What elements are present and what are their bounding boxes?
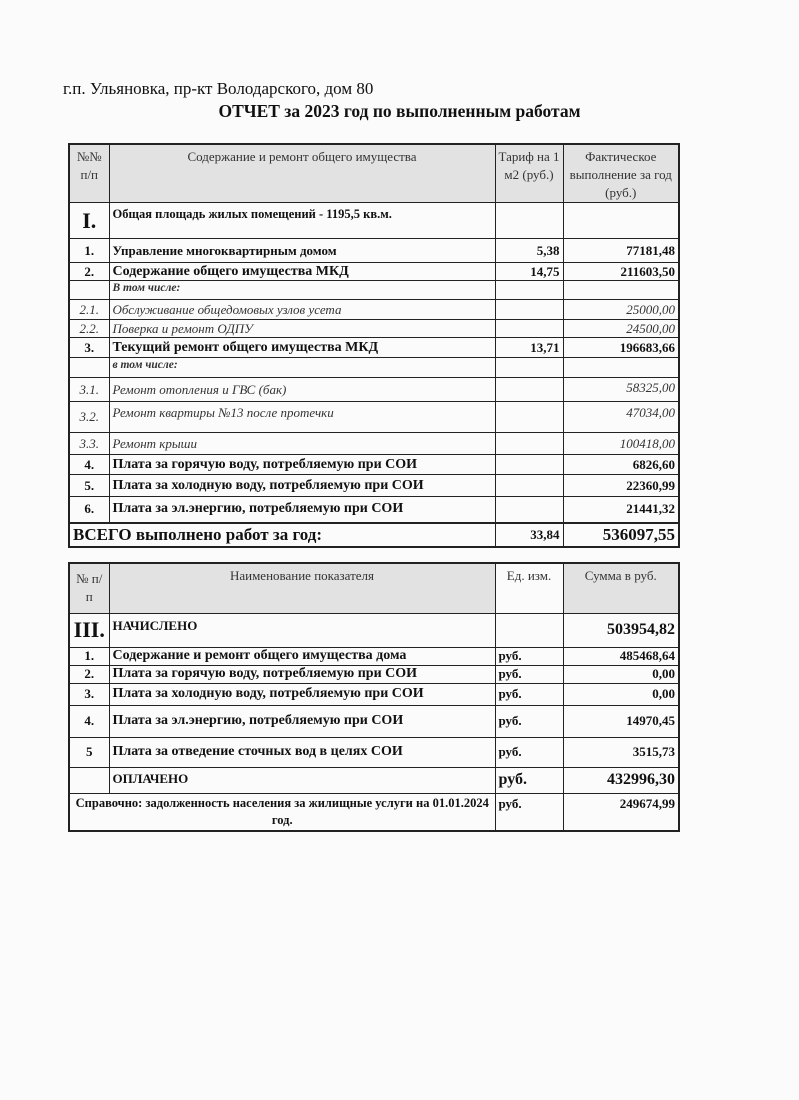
table-row — [69, 263, 679, 281]
paid-label: ОПЛАЧЕНО — [109, 767, 495, 793]
total-label: ВСЕГО выполнено работ за год: — [69, 523, 495, 547]
row-value: 3515,73 — [563, 737, 679, 767]
table-row — [69, 683, 679, 705]
row-label: Плата за горячую воду, потребляемую при СОИ — [109, 455, 495, 475]
row-label: Плата за холодную воду, потребляемую при СОИ — [109, 475, 495, 497]
row-label: Ремонт крыши — [109, 433, 495, 455]
col-sum: Сумма в руб. — [563, 563, 679, 613]
table-row — [69, 737, 679, 767]
table-row — [69, 497, 679, 523]
row-value: 22360,99 — [563, 475, 679, 497]
section-num: III. — [69, 613, 109, 647]
accruals-table — [68, 562, 680, 832]
total-value: 536097,55 — [563, 523, 679, 547]
row-value: 0,00 — [563, 665, 679, 683]
row-label: Содержание общего имущества МКД — [109, 263, 495, 281]
table-row — [69, 338, 679, 358]
row-tariff — [495, 281, 563, 300]
row-value: 21441,32 — [563, 497, 679, 523]
section-value: 503954,82 — [563, 613, 679, 647]
row-num: 4. — [69, 455, 109, 475]
note-label: Справочно: задолженность населения за жилищные услуги на 01.01.2024 год. — [69, 793, 495, 831]
row-tariff — [495, 300, 563, 320]
section-num: I. — [69, 203, 109, 239]
works-table — [68, 143, 680, 548]
paid-row — [69, 767, 679, 793]
note-unit: руб. — [495, 793, 563, 831]
col-actual: Фактическое выполнение за год (руб.) — [563, 144, 679, 203]
row-value: 211603,50 — [563, 263, 679, 281]
row-label: Плата за эл.энергию, потребляемую при СОИ — [109, 705, 495, 737]
row-value: 58325,00 — [563, 378, 679, 402]
row-tariff — [495, 320, 563, 338]
row-tariff — [495, 455, 563, 475]
table-row — [69, 402, 679, 433]
row-tariff — [495, 433, 563, 455]
row-value: 77181,48 — [563, 239, 679, 263]
table-row — [69, 665, 679, 683]
empty-cell — [495, 203, 563, 239]
row-label: в том числе: — [109, 358, 495, 378]
row-value: 196683,66 — [563, 338, 679, 358]
row-num: 2.1. — [69, 300, 109, 320]
address-line: г.п. Ульяновка, пр-кт Володарского, дом 80 — [63, 79, 374, 98]
row-num: 5 — [69, 737, 109, 767]
table-row — [69, 320, 679, 338]
row-label: Поверка и ремонт ОДПУ — [109, 320, 495, 338]
row-unit: руб. — [495, 665, 563, 683]
row-value: 6826,60 — [563, 455, 679, 475]
row-value — [563, 281, 679, 300]
row-tariff — [495, 378, 563, 402]
row-label: Обслуживание общедомовых узлов усета — [109, 300, 495, 320]
row-num: 3. — [69, 683, 109, 705]
col-num: №№ п/п — [69, 144, 109, 203]
row-tariff: 14,75 — [495, 263, 563, 281]
row-num: 3.1. — [69, 378, 109, 402]
row-value: 100418,00 — [563, 433, 679, 455]
empty-cell — [495, 613, 563, 647]
table-row — [69, 300, 679, 320]
row-num: 1. — [69, 647, 109, 665]
total-tariff: 33,84 — [495, 523, 563, 547]
col-name: Наименование показателя — [109, 563, 495, 613]
table-row — [69, 358, 679, 378]
row-label: Плата за горячую воду, потребляемую при СОИ — [109, 665, 495, 683]
row-num: 2. — [69, 263, 109, 281]
row-value: 24500,00 — [563, 320, 679, 338]
row-num: 2. — [69, 665, 109, 683]
section-label: НАЧИСЛЕНО — [109, 613, 495, 647]
row-num: 1. — [69, 239, 109, 263]
row-label: Текущий ремонт общего имущества МКД — [109, 338, 495, 358]
row-value: 14970,45 — [563, 705, 679, 737]
table-row — [69, 239, 679, 263]
row-unit: руб. — [495, 705, 563, 737]
row-tariff: 5,38 — [495, 239, 563, 263]
table-row — [69, 475, 679, 497]
col-unit: Ед. изм. — [495, 563, 563, 613]
row-num: 6. — [69, 497, 109, 523]
row-label: Содержание и ремонт общего имущества дома — [109, 647, 495, 665]
row-label: Плата за холодную воду, потребляемую при СОИ — [109, 683, 495, 705]
row-tariff — [495, 497, 563, 523]
row-label: Ремонт квартиры №13 после протечки — [109, 402, 495, 433]
row-value: 25000,00 — [563, 300, 679, 320]
row-num: 4. — [69, 705, 109, 737]
row-num — [69, 281, 109, 300]
section-row — [69, 613, 679, 647]
report-title: ОТЧЕТ за 2023 год по выполненным работам — [218, 101, 581, 121]
row-tariff — [495, 358, 563, 378]
table-row — [69, 378, 679, 402]
total-row — [69, 523, 679, 547]
row-label: Плата за эл.энергию, потребляемую при СОИ — [109, 497, 495, 523]
row-label: Управление многоквартирным домом — [109, 239, 495, 263]
empty-cell — [69, 767, 109, 793]
row-tariff: 13,71 — [495, 338, 563, 358]
section-label: Общая площадь жилых помещений - 1195,5 кв.м. — [109, 203, 495, 239]
row-value — [563, 358, 679, 378]
accruals-table-header — [69, 563, 679, 613]
row-label: Плата за отведение сточных вод в целях СОИ — [109, 737, 495, 767]
row-num: 5. — [69, 475, 109, 497]
table-row — [69, 647, 679, 665]
row-num: 3. — [69, 338, 109, 358]
table-row — [69, 455, 679, 475]
row-label: Ремонт отопления и ГВС (бак) — [109, 378, 495, 402]
note-value: 249674,99 — [563, 793, 679, 831]
note-row — [69, 793, 679, 831]
row-label: В том числе: — [109, 281, 495, 300]
table-row — [69, 433, 679, 455]
paid-unit: руб. — [495, 767, 563, 793]
paid-value: 432996,30 — [563, 767, 679, 793]
row-unit: руб. — [495, 683, 563, 705]
row-value: 0,00 — [563, 683, 679, 705]
row-unit: руб. — [495, 647, 563, 665]
section-row — [69, 203, 679, 239]
row-num: 3.3. — [69, 433, 109, 455]
table-row — [69, 705, 679, 737]
col-num: № п/п — [69, 563, 109, 613]
row-value: 47034,00 — [563, 402, 679, 433]
row-tariff — [495, 402, 563, 433]
col-name: Содержание и ремонт общего имущества — [109, 144, 495, 203]
row-value: 485468,64 — [563, 647, 679, 665]
row-num: 2.2. — [69, 320, 109, 338]
row-num — [69, 358, 109, 378]
col-tariff: Тариф на 1 м2 (руб.) — [495, 144, 563, 203]
empty-cell — [563, 203, 679, 239]
row-unit: руб. — [495, 737, 563, 767]
row-num: 3.2. — [69, 402, 109, 433]
works-table-header — [69, 144, 679, 203]
row-tariff — [495, 475, 563, 497]
table-row — [69, 281, 679, 300]
